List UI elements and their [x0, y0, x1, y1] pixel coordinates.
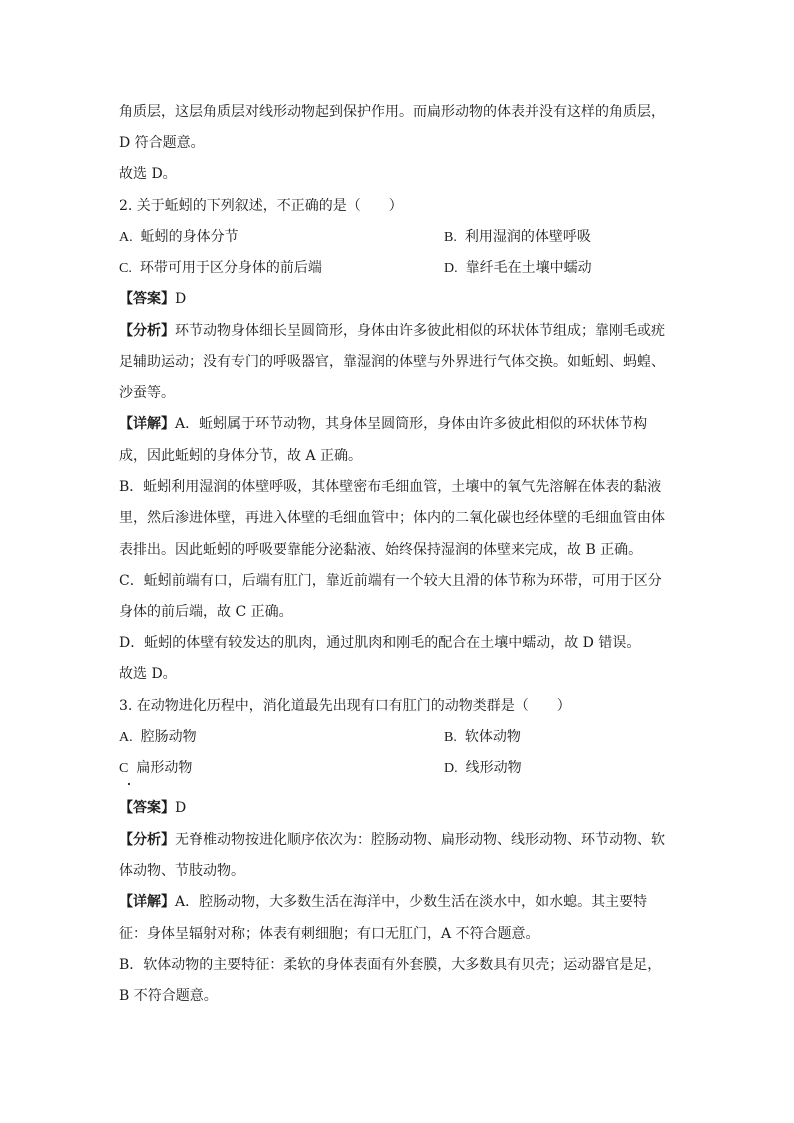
analysis-tag: 【分析】: [119, 832, 175, 848]
option-letter: C.: [119, 261, 132, 276]
detail-text: A．腔肠动物，大多数生活在海洋中，少数生活在淡水中，如水螅。其主要特: [175, 894, 648, 910]
text-line: B 不符合题意。: [119, 988, 218, 1004]
option-text: 软体动物: [464, 729, 521, 745]
option-text: 扁形动物: [136, 760, 193, 776]
option-letter: C: [119, 761, 129, 776]
option-letter: B.: [444, 230, 457, 245]
text-line: B．蚯蚓利用湿润的体壁呼吸，其体壁密布毛细血管，土壤中的氧气先溶解在体表的黏液: [119, 479, 662, 495]
q3-option-a: [119, 727, 197, 748]
option-text: 蚯蚓的身体分节: [140, 229, 239, 245]
detail-tag: 【详解】: [119, 894, 175, 910]
option-letter: A.: [119, 730, 133, 745]
text-line: 角质层，这层角质层对线形动物起到保护作用。而扁形动物的体表并没有这样的角质层，: [119, 104, 665, 120]
text-line: 表排出。因此蚯蚓的呼吸要靠能分泌黏液、始终保持湿润的体壁来完成，故 B 正确。: [119, 542, 643, 558]
q3-option-d: [444, 758, 522, 779]
option-text: 靠纤毛在土壤中蠕动: [465, 260, 592, 276]
question-2: 2. 关于蚯蚓的下列叙述，不正确的是（ ）: [119, 198, 403, 214]
answer-value: D: [175, 800, 187, 816]
text-line: 身体的前后端，故 C 正确。: [119, 604, 293, 620]
q3-answer: [119, 798, 186, 818]
option-text: 腔肠动物: [140, 729, 197, 745]
detail-tag: 【详解】: [119, 416, 175, 432]
text-line: 故选 D。: [119, 166, 177, 182]
option-text: 环带可用于区分身体的前后端: [139, 260, 322, 276]
answer-value: D: [175, 291, 187, 307]
answer-tag: 【答案】: [119, 291, 175, 307]
text-line: 故选 D。: [119, 666, 177, 682]
text-line: 体动物、节肢动物。: [119, 863, 245, 879]
text-line: B．软体动物的主要特征：柔软的身体表面有外套膜，大多数具有贝壳；运动器官是足，: [119, 957, 662, 973]
text-line: D．蚯蚓的体壁有较发达的肌肉，通过肌肉和刚毛的配合在土壤中蠕动，故 D 错误。: [119, 635, 641, 651]
text-line: 成，因此蚯蚓的身体分节，故 A 正确。: [119, 448, 363, 464]
text-line: D 符合题意。: [119, 135, 205, 151]
text-line: 沙蚕等。: [119, 385, 175, 401]
text-line: 里，然后渗进体壁，再进入体壁的毛细血管中；体内的二氧化碳也经体壁的毛细血管由体: [119, 510, 665, 526]
option-letter: D.: [444, 761, 458, 776]
q3-detail: [119, 892, 647, 912]
analysis-tag: 【分析】: [119, 323, 175, 339]
detail-text: A．蚯蚓属于环节动物，其身体呈圆筒形，身体由许多彼此相似的环状体节构: [175, 416, 648, 432]
option-letter: A.: [119, 230, 133, 245]
option-text: 利用湿润的体壁呼吸: [464, 229, 591, 245]
q2-answer: [119, 289, 186, 309]
q2-option-b: [444, 227, 591, 248]
q3-option-c: [119, 758, 192, 779]
text-line: 征：身体呈辐射对称；体表有刺细胞；有口无肛门，A 不符合题意。: [119, 926, 540, 942]
q2-option-c: [119, 258, 322, 279]
analysis-text: 环节动物身体细长呈圆筒形，身体由许多彼此相似的环状体节组成；靠刚毛或疣: [175, 323, 665, 339]
option-letter: D.: [444, 261, 458, 276]
option-text: 线形动物: [465, 760, 522, 776]
text-line: C．蚯蚓前端有口，后端有肛门，靠近前端有一个较大且滑的体节称为环带，可用于区分: [119, 573, 662, 589]
q2-detail: [119, 414, 647, 434]
text-line: 足辅助运动；没有专门的呼吸器官，靠湿润的体壁与外界进行气体交换。如蚯蚓、蚂蝗、: [119, 354, 665, 370]
q3-analysis: [119, 830, 665, 850]
q2-option-a: [119, 227, 239, 248]
analysis-text: 无脊椎动物按进化顺序依次为：腔肠动物、扁形动物、线形动物、环节动物、软: [175, 832, 665, 848]
q3-option-b: [444, 727, 521, 748]
question-3: 3. 在动物进化历程中，消化道最先出现有口有肛门的动物类群是（ ）: [119, 698, 571, 714]
stray-dot: [128, 783, 130, 785]
q2-analysis: [119, 321, 665, 341]
answer-tag: 【答案】: [119, 800, 175, 816]
option-letter: B.: [444, 730, 457, 745]
q2-option-d: [444, 258, 592, 279]
